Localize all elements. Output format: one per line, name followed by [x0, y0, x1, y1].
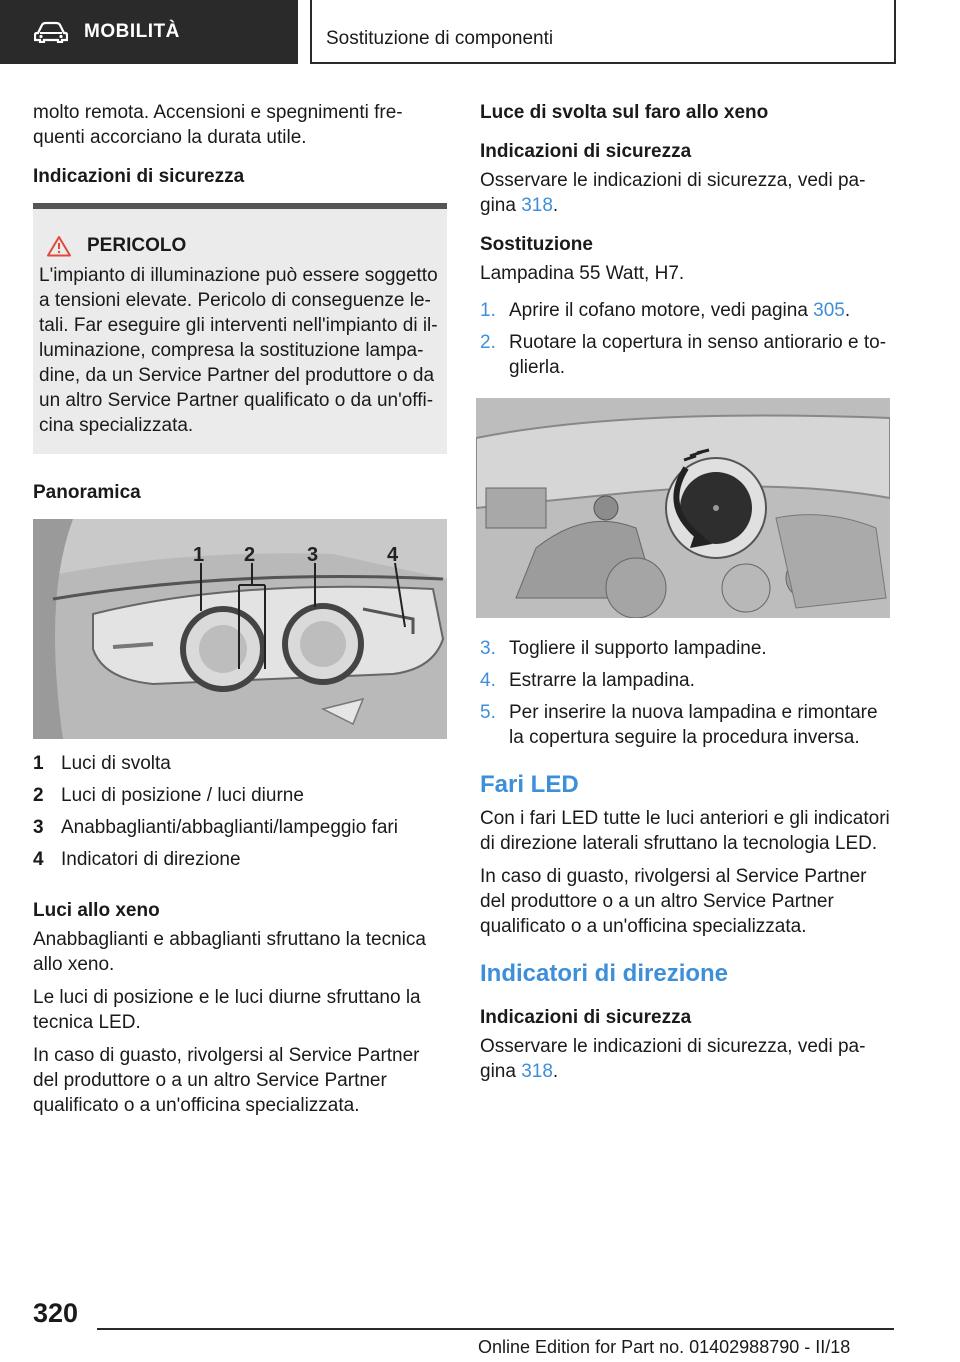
step-item: 1. Aprire il cofano motore, vedi pagina 305.	[480, 300, 851, 321]
footer-divider	[97, 1328, 894, 1330]
section-tab	[0, 0, 298, 64]
replace-heading: Sostituzione	[480, 234, 593, 255]
safety-text-right: Osservare le indicazioni di sicurezza, vedi pa-gina 318.	[480, 170, 866, 216]
headlight-cover-figure	[476, 398, 890, 618]
headlight-illustration	[33, 519, 447, 739]
danger-label: PERICOLO	[87, 235, 187, 256]
page-link-305[interactable]: 305	[813, 300, 845, 321]
legend-item: 2 Luci di posizione / luci diurne	[33, 785, 304, 806]
ind-safety-text: Osservare le indicazioni di sicurezza, vedi pa-gina 318.	[480, 1036, 866, 1082]
xenon-text-1: Anabbaglianti e abbaglianti sfruttano la tecnica allo xeno.	[33, 929, 426, 975]
step-item: 4. Estrarre la lampadina.	[480, 670, 695, 691]
danger-text: L'impianto di illuminazione può essere soggetto a tensioni elevate. Pericolo di conseguenze le-tali. Far eseguire gli interventi nell'impianto di il-luminazione, compresa la sostituzione lampa-dine, da un Service Partner del produttore o da un altro Service Partner qualificato o da un'offi-cina specializzata.	[39, 265, 438, 436]
warning-icon	[47, 235, 71, 257]
step-item: 2. Ruotare la copertura in senso antiorario e to-glierla.	[480, 332, 887, 378]
led-text-2: In caso di guasto, rivolgersi al Service Partner del produttore o a un altro Service Partner qualificato o a un'officina specializzata.	[480, 866, 867, 937]
safety-heading-right: Indicazioni di sicurezza	[480, 141, 692, 162]
legend-item: 1 Luci di svolta	[33, 753, 171, 774]
xenon-heading: Luci allo xeno	[33, 900, 160, 921]
danger-title	[47, 235, 441, 257]
safety-heading: Indicazioni di sicurezza	[33, 166, 245, 187]
page-link-318-b[interactable]: 318	[521, 1061, 553, 1082]
callout-4: 4	[387, 544, 399, 566]
callout-3: 3	[307, 544, 319, 566]
indicators-heading: Indicatori di direzione	[480, 960, 729, 987]
car-icon	[34, 21, 68, 43]
left-column	[33, 100, 447, 1132]
edition-text: Online Edition for Part no. 01402988790 - II/18	[478, 1337, 851, 1357]
xenon-text-3: In caso di guasto, rivolgersi al Service Partner del produttore o a un altro Service Partner qualificato o a un'officina specializzata.	[33, 1045, 420, 1116]
step-item: 5. Per inserire la nuova lampadina e rimontare la copertura seguire la procedura inversa.	[480, 702, 878, 748]
callout-2: 2	[244, 544, 256, 566]
cornering-heading: Luce di svolta sul faro allo xeno	[480, 102, 769, 123]
led-text-1: Con i fari LED tutte le luci anteriori e gli indicatori di direzione laterali sfruttano la tecnologia LED.	[480, 808, 890, 854]
figure-legend	[33, 751, 447, 872]
danger-box	[33, 203, 447, 454]
steps-list-a	[480, 298, 894, 380]
xenon-text-2: Le luci di posizione e le luci diurne sfruttano la tecnica LED.	[33, 987, 421, 1033]
steps-list-b	[480, 636, 894, 750]
chapter-header	[310, 0, 896, 64]
headlight-overview-figure	[33, 519, 447, 739]
engine-bay-illustration	[476, 398, 890, 618]
page-link-318[interactable]: 318	[521, 195, 553, 216]
bulb-text: Lampadina 55 Watt, H7.	[480, 263, 685, 284]
step-item: 3. Togliere il supporto lampadine.	[480, 638, 767, 659]
chapter-title: Sostituzione di componenti	[326, 28, 554, 49]
callout-1: 1	[193, 544, 205, 566]
section-title: MOBILITÀ	[84, 21, 180, 42]
right-column	[480, 100, 894, 1098]
legend-item: 4 Indicatori di direzione	[33, 849, 241, 870]
ind-safety-heading: Indicazioni di sicurezza	[480, 1007, 692, 1028]
page-number: 320	[33, 1298, 79, 1328]
intro-text: molto remota. Accensioni e spegnimenti fre-quenti accorciano la durata utile.	[33, 102, 403, 148]
led-heading: Fari LED	[480, 771, 579, 798]
legend-item: 3 Anabbaglianti/abbaglianti/lampeggio fari	[33, 817, 398, 838]
overview-heading: Panoramica	[33, 482, 141, 503]
